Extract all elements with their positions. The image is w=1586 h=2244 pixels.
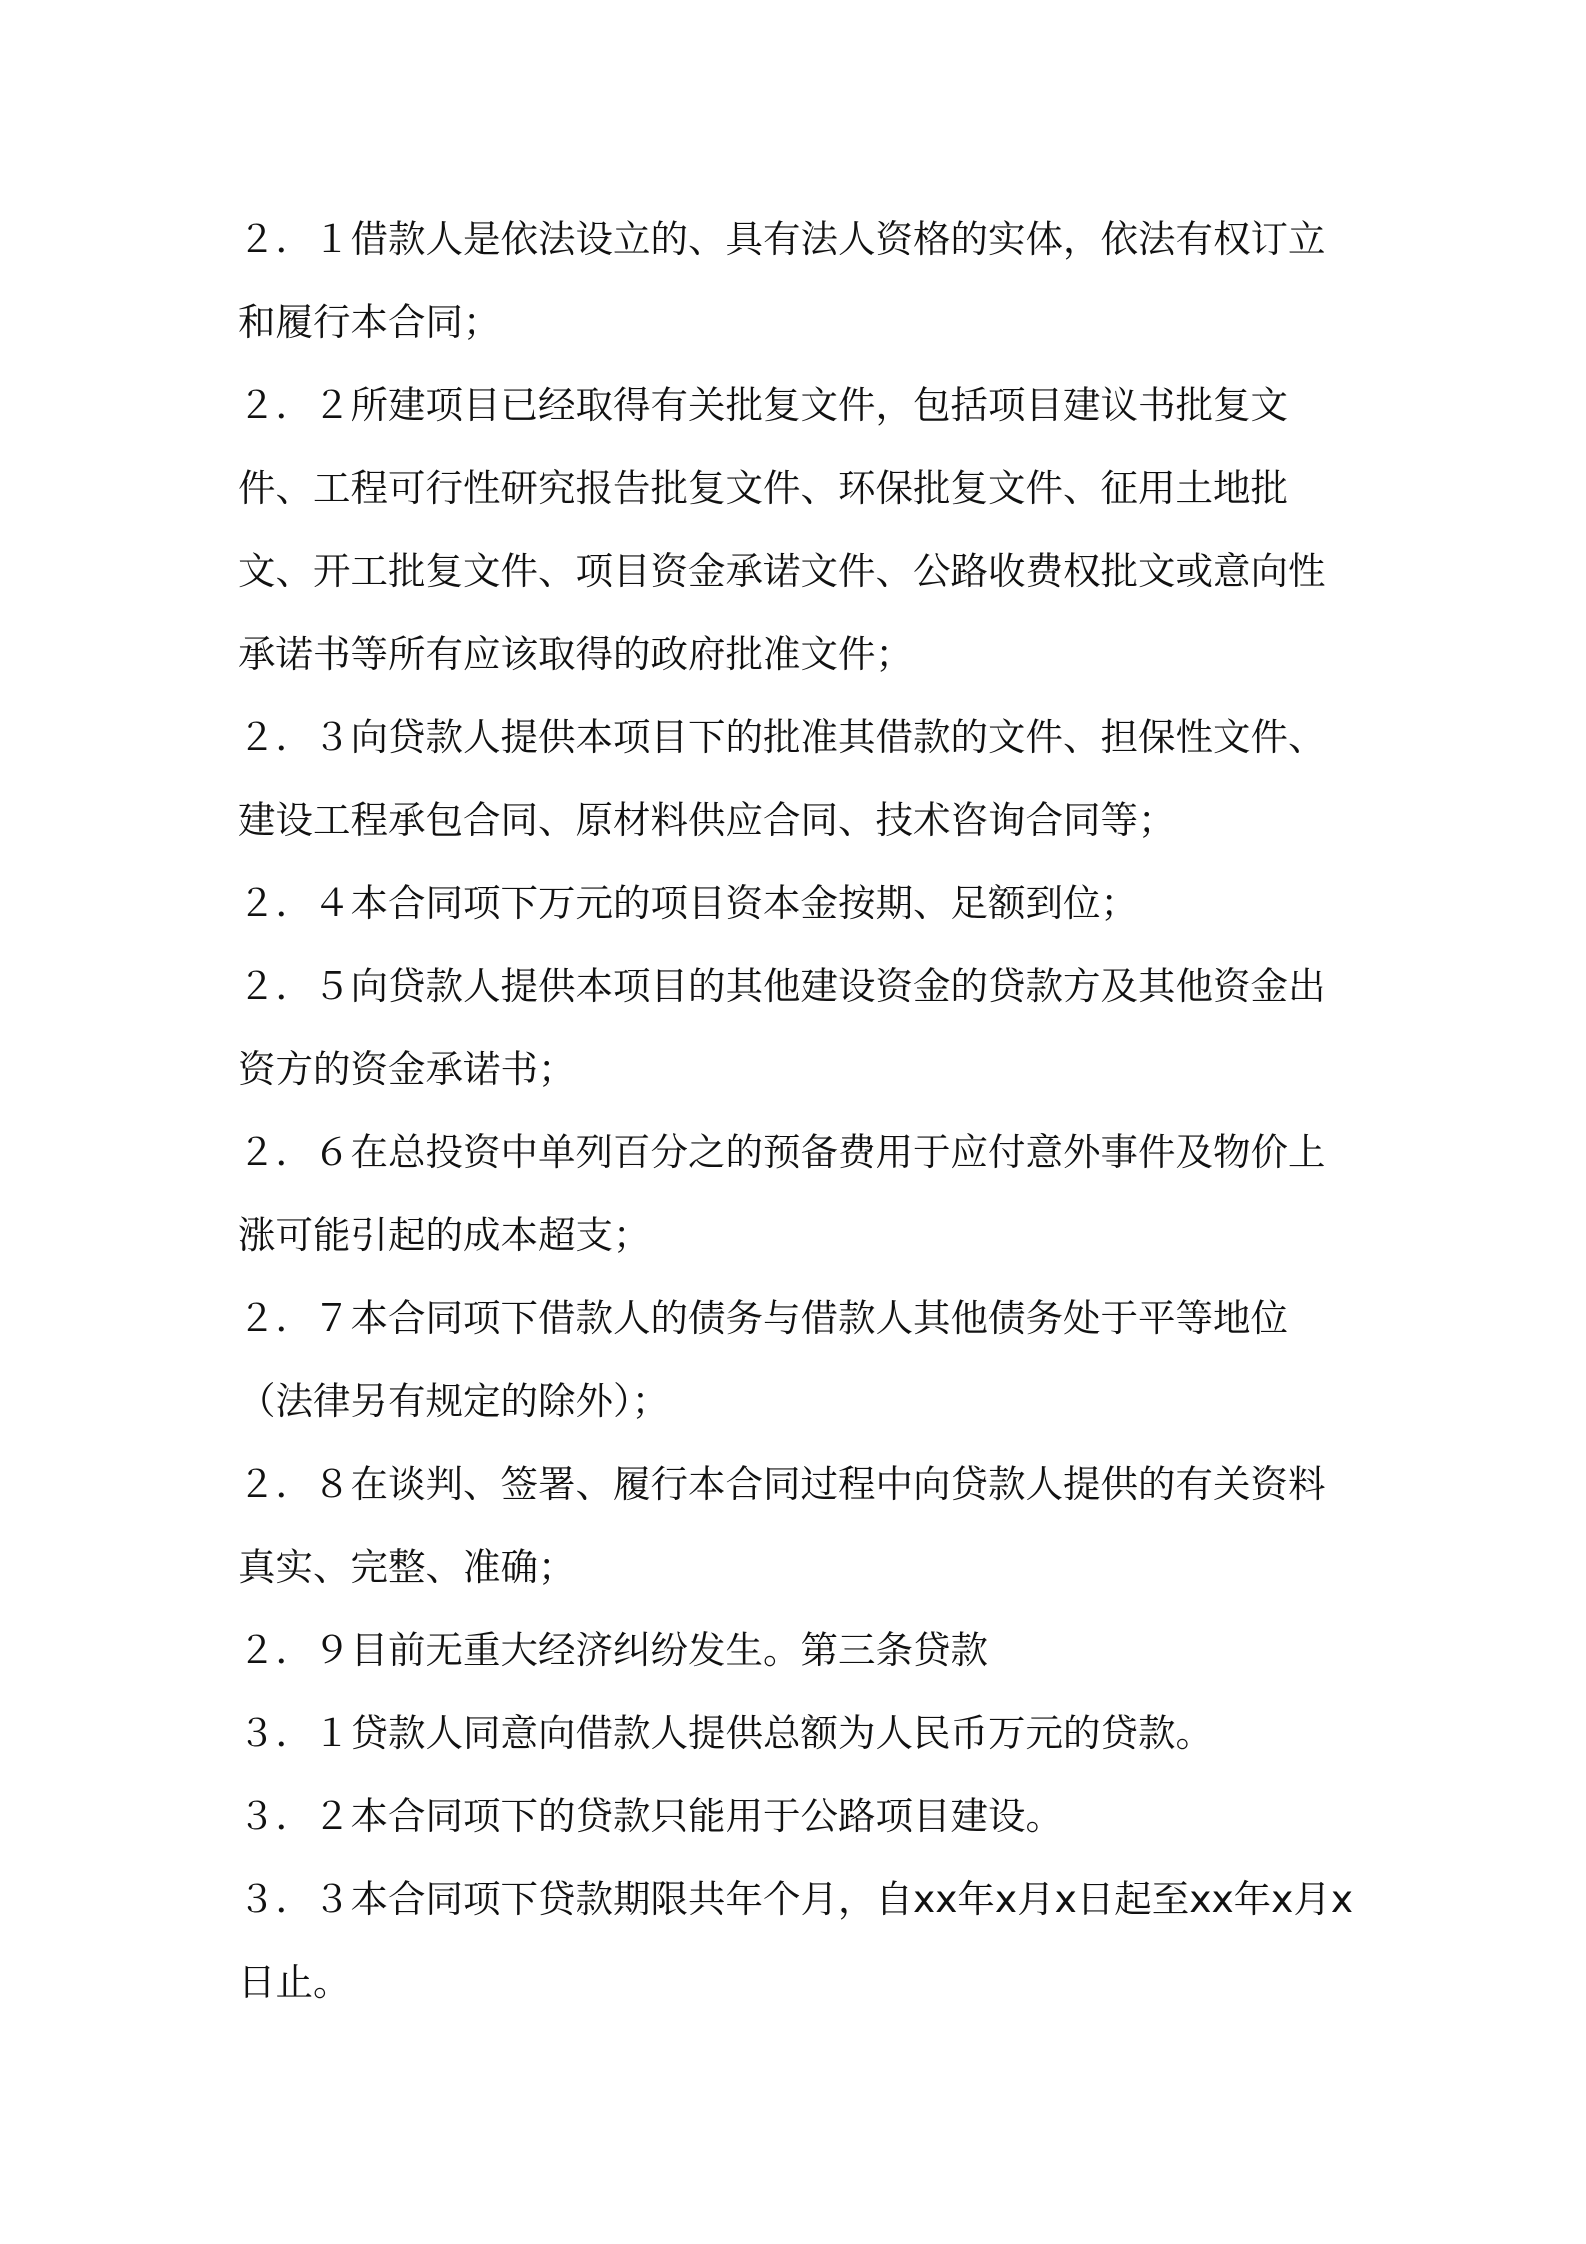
clause-2-6: ２．６在总投资中单列百分之的预备费用于应付意外事件及物价上涨可能引起的成本超支；: [238, 1130, 1326, 1257]
clause-3-1: ３．１贷款人同意向借款人提供总额为人民币万元的贷款。: [238, 1711, 1213, 1755]
clause-2-5: ２．５向贷款人提供本项目的其他建设资金的贷款方及其他资金出资方的资金承诺书；: [238, 964, 1326, 1091]
clause-2-9: ２．９目前无重大经济纠纷发生。第三条贷款: [238, 1628, 988, 1672]
clause-2-3: ２．３向贷款人提供本项目下的批准其借款的文件、担保性文件、建设工程承包合同、原材料供应合同、技术咨询合同等；: [238, 715, 1326, 842]
document-body: [238, 198, 1360, 2024]
clause-2-1: ２．１借款人是依法设立的、具有法人资格的实体，依法有权订立和履行本合同；: [238, 217, 1326, 344]
clause-3-3: ３．３本合同项下贷款期限共年个月，自xx年x月x日起至xx年x月x日止。: [238, 1877, 1354, 2004]
clause-2-2: ２．２所建项目已经取得有关批复文件，包括项目建议书批复文件、工程可行性研究报告批复文件、环保批复文件、征用土地批文、开工批复文件、项目资金承诺文件、公路收费权批文或意向性承诺书等所有应该取得的政府批准文件；: [238, 383, 1326, 676]
clause-2-8: ２．８在谈判、签署、履行本合同过程中向贷款人提供的有关资料真实、完整、准确；: [238, 1462, 1326, 1589]
clause-3-2: ３．２本合同项下的贷款只能用于公路项目建设。: [238, 1794, 1063, 1838]
clause-2-7: ２．７本合同项下借款人的债务与借款人其他债务处于平等地位（法律另有规定的除外）；: [238, 1296, 1288, 1423]
clause-2-4: ２．４本合同项下万元的项目资本金按期、足额到位；: [238, 881, 1138, 925]
